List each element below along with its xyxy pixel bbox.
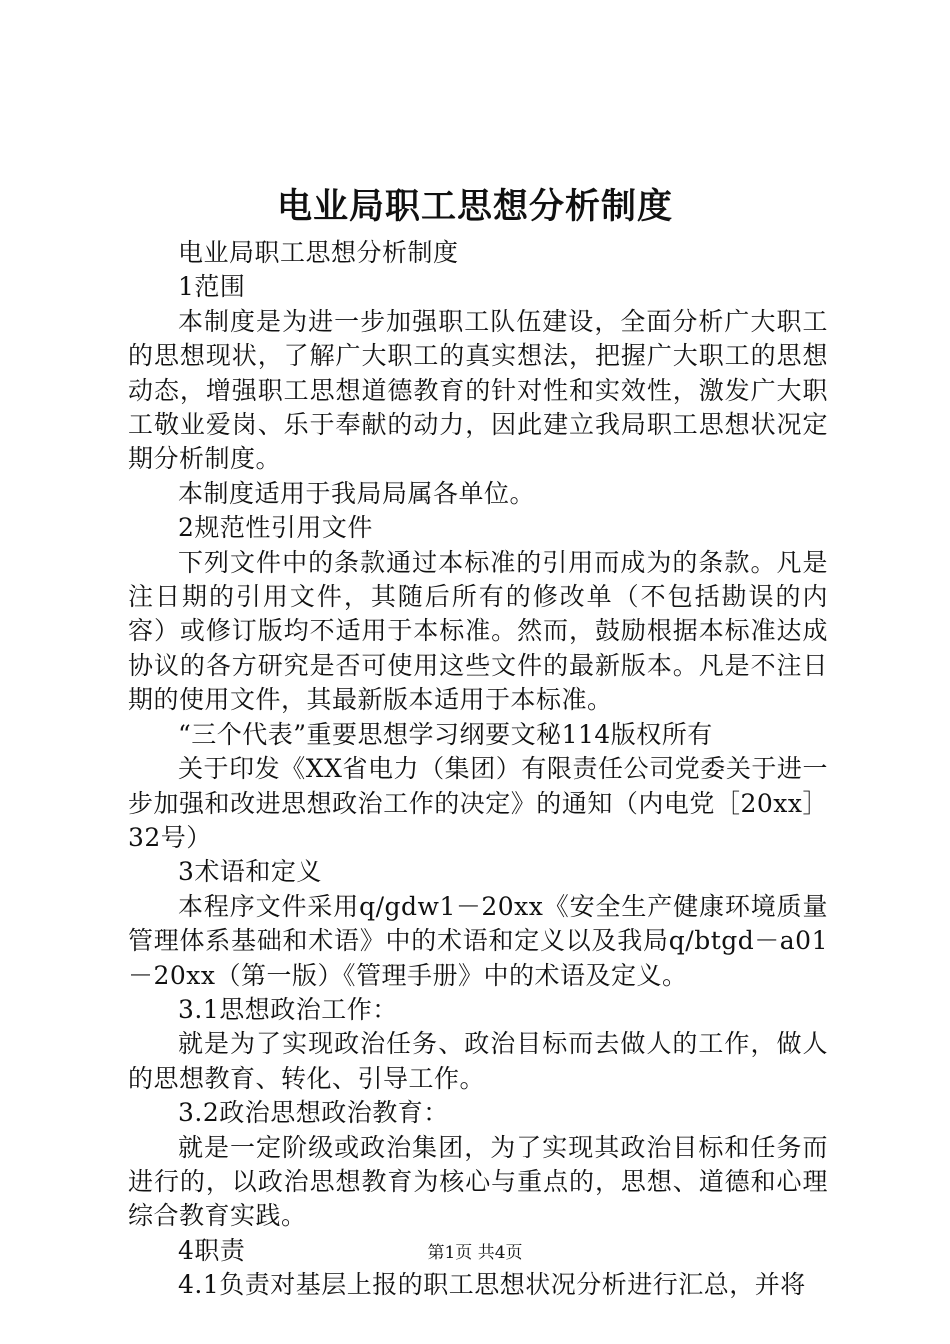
subsection-heading-3-2: 3.2政治思想政治教育： xyxy=(178,1098,449,1128)
paragraph-definition-3-1: 就是为了实现政治任务、政治目标而去做人的工作，做人的思想教育、转化、引导工作。 xyxy=(128,1029,828,1093)
section-heading-scope: 1范围 xyxy=(178,272,246,302)
paragraph-references: 下列文件中的条款通过本标准的引用而成为的条款。凡是注日期的引用文件，其随后所有的修改单（不包括勘误的内容）或修订版均不适用于本标准。然而，鼓励根据本标准达成协议的各方研究是否可使用这些文件的最新版本。凡是不注日期的使用文件，其最新版本适用于本标准。 xyxy=(128,547,828,715)
paragraph-definition-3-2: 就是一定阶级或政治集团，为了实现其政治目标和任务而进行的，以政治思想教育为核心与重点的，思想、道德和心理综合教育实践。 xyxy=(128,1132,828,1231)
section-heading-duties: 4职责 xyxy=(178,1235,246,1265)
paragraph-reference-item-1: “三个代表”重要思想学习纲要文秘114版权所有 xyxy=(178,719,713,749)
section-heading-references: 2规范性引用文件 xyxy=(178,513,373,543)
paragraph-subtitle: 电业局职工思想分析制度 xyxy=(178,238,459,267)
page-footer: 第1页 共4页 xyxy=(427,1243,523,1263)
subsection-heading-3-1: 3.1思想政治工作： xyxy=(178,994,398,1024)
paragraph-applicability: 本制度适用于我局局属各单位。 xyxy=(178,478,536,508)
paragraph-reference-item-2: 关于印发《XX省电力（集团）有限责任公司党委关于进一步加强和改进思想政治工作的决定》的通知（内电党［20xx］32号） xyxy=(128,754,828,852)
document-body xyxy=(128,236,828,1303)
paragraph-duty-4-1: 4.1负责对基层上报的职工思想状况分析进行汇总，并将 xyxy=(178,1270,806,1300)
paragraph-terms: 本程序文件采用q/gdw1－20xx《安全生产健康环境质量管理体系基础和术语》中的术语和定义以及我局q/btgd－a01－20xx（第一版）《管理手册》中的术语及定义。 xyxy=(128,891,828,990)
section-heading-terms: 3术语和定义 xyxy=(178,857,322,887)
paragraph-purpose: 本制度是为进一步加强职工队伍建设，全面分析广大职工的思想现状，了解广大职工的真实想法，把握广大职工的思想动态，增强职工思想道德教育的针对性和实效性，激发广大职工敬业爱岗、乐于奉献的动力，因此建立我局职工思想状况定期分析制度。 xyxy=(128,306,828,474)
document-title: 电业局职工思想分析制度 xyxy=(276,186,673,227)
